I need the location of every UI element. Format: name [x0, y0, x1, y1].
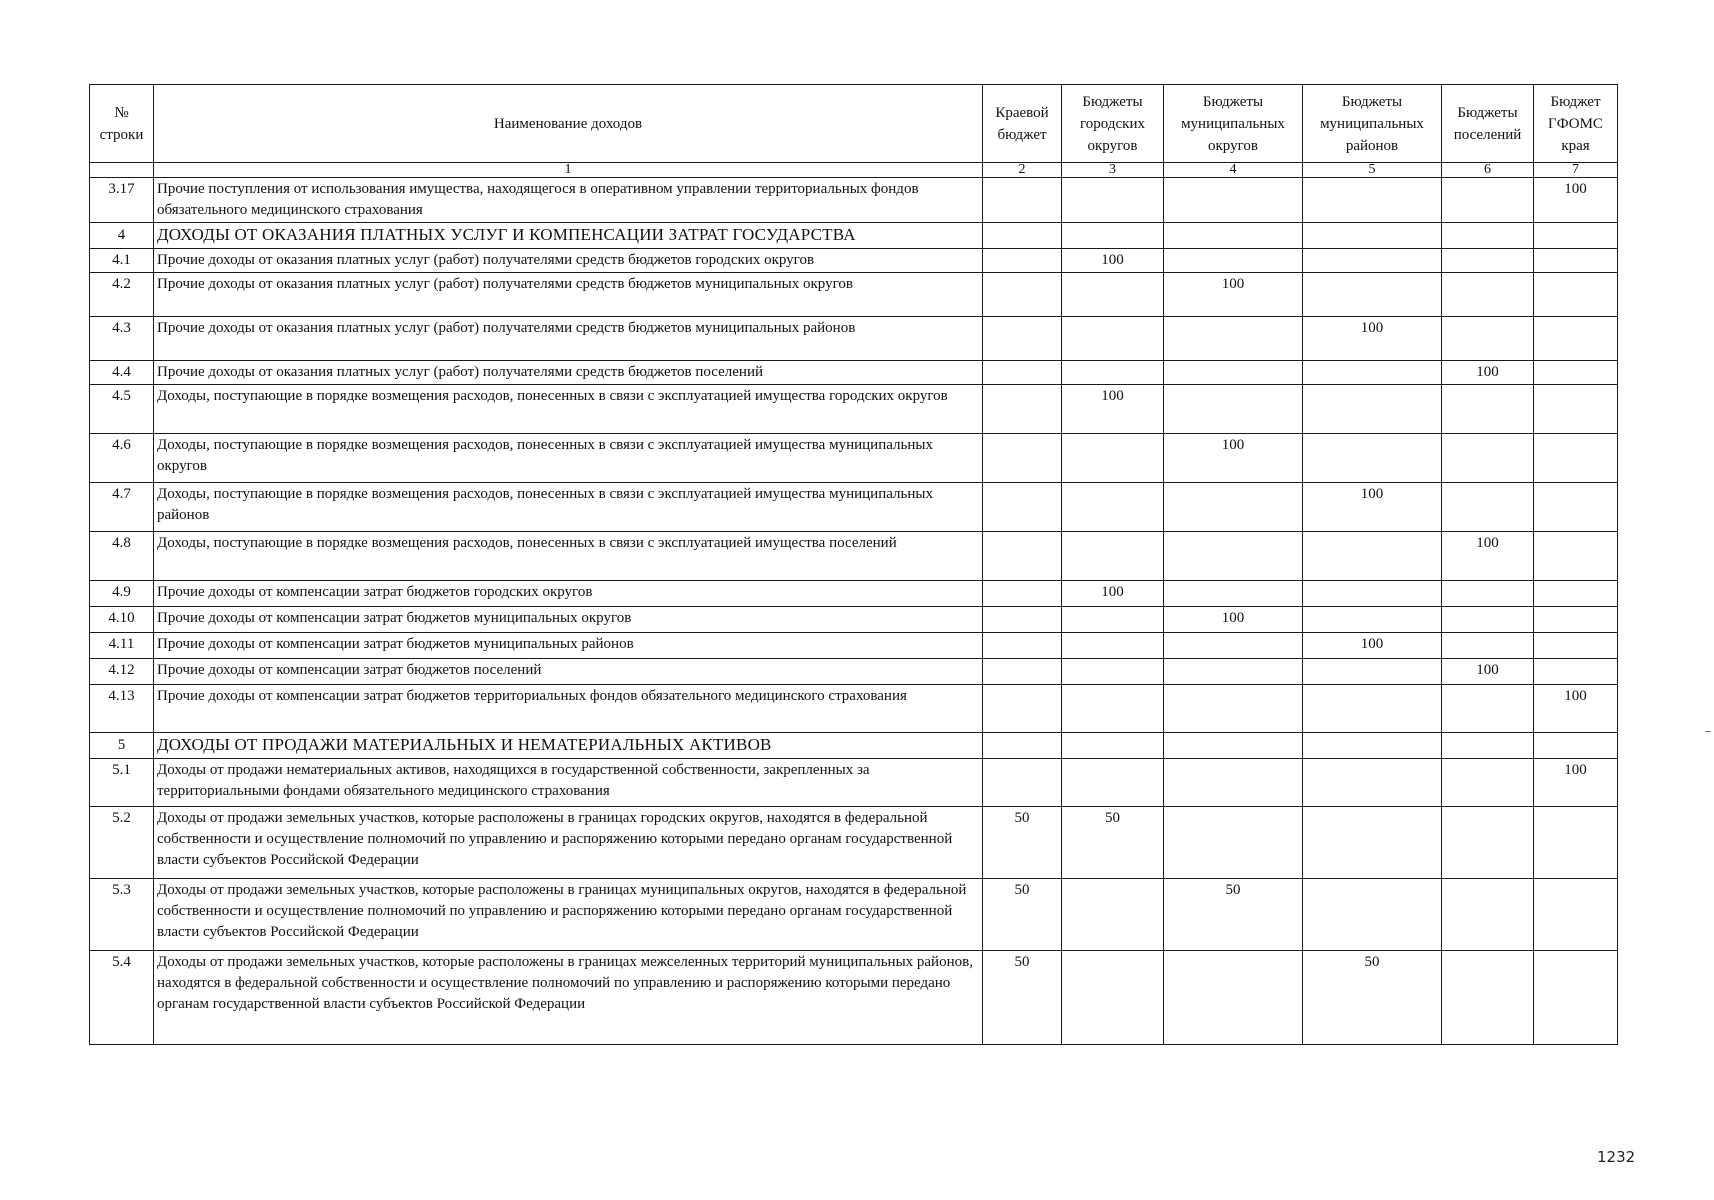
header-income-name: Наименование доходов — [154, 85, 983, 163]
gfoms-value — [1534, 733, 1618, 759]
header-settlements: Бюджеты поселений — [1442, 85, 1534, 163]
gfoms-value: 100 — [1534, 178, 1618, 223]
settlements-value — [1442, 879, 1534, 951]
gfoms-value — [1534, 607, 1618, 633]
settlements-value — [1442, 249, 1534, 273]
gfoms-value — [1534, 223, 1618, 249]
income-name: Доходы, поступающие в порядке возмещения расходов, понесенных в связи с эксплуатацией имущества поселений — [154, 532, 983, 581]
regional-budget-value — [983, 361, 1062, 385]
table-row — [90, 532, 1618, 581]
settlements-value — [1442, 607, 1534, 633]
settlements-value — [1442, 385, 1534, 434]
table-row — [90, 581, 1618, 607]
scan-edge-mark — [1705, 731, 1711, 732]
municipal-okrugs-value: 100 — [1164, 434, 1303, 483]
municipal-raions-value — [1303, 581, 1442, 607]
row-number: 4.2 — [90, 273, 154, 317]
table-row — [90, 633, 1618, 659]
income-name: Прочие поступления от использования имущества, находящегося в оперативном управлении территориальных фондов обязательного медицинского страхования — [154, 178, 983, 223]
city-districts-value — [1062, 607, 1164, 633]
municipal-okrugs-value: 100 — [1164, 607, 1303, 633]
table-row — [90, 434, 1618, 483]
city-districts-value — [1062, 733, 1164, 759]
municipal-okrugs-value — [1164, 385, 1303, 434]
municipal-raions-value: 100 — [1303, 317, 1442, 361]
table-row — [90, 483, 1618, 532]
city-districts-value: 100 — [1062, 581, 1164, 607]
city-districts-value — [1062, 223, 1164, 249]
city-districts-value — [1062, 273, 1164, 317]
municipal-okrugs-value — [1164, 361, 1303, 385]
regional-budget-value: 50 — [983, 879, 1062, 951]
income-name: Прочие доходы от компенсации затрат бюджетов муниципальных районов — [154, 633, 983, 659]
municipal-raions-value: 100 — [1303, 483, 1442, 532]
settlements-value — [1442, 434, 1534, 483]
gfoms-value — [1534, 807, 1618, 879]
gfoms-value — [1534, 361, 1618, 385]
municipal-raions-value — [1303, 434, 1442, 483]
header-row-number: № строки — [90, 85, 154, 163]
gfoms-value — [1534, 317, 1618, 361]
municipal-okrugs-value — [1164, 759, 1303, 807]
table-row — [90, 178, 1618, 223]
gfoms-value — [1534, 385, 1618, 434]
regional-budget-value — [983, 317, 1062, 361]
income-name: Доходы от продажи земельных участков, которые расположены в границах межселенных территорий муниципальных районов, находятся в федеральной собственности и осуществление полномочий по управлению и распоряжению которыми передано органам государственной власти субъектов Российской Федерации — [154, 951, 983, 1045]
settlements-value: 100 — [1442, 532, 1534, 581]
municipal-raions-value — [1303, 659, 1442, 685]
regional-budget-value — [983, 607, 1062, 633]
gfoms-value — [1534, 532, 1618, 581]
regional-budget-value — [983, 273, 1062, 317]
municipal-raions-value — [1303, 273, 1442, 317]
settlements-value — [1442, 483, 1534, 532]
income-name: Доходы, поступающие в порядке возмещения расходов, понесенных в связи с эксплуатацией имущества городских округов — [154, 385, 983, 434]
regional-budget-value — [983, 659, 1062, 685]
row-number: 5.2 — [90, 807, 154, 879]
municipal-raions-value — [1303, 223, 1442, 249]
municipal-raions-value — [1303, 807, 1442, 879]
table-row — [90, 879, 1618, 951]
municipal-raions-value — [1303, 879, 1442, 951]
settlements-value — [1442, 807, 1534, 879]
income-name: Прочие доходы от оказания платных услуг (работ) получателями средств бюджетов муниципальных округов — [154, 273, 983, 317]
settlements-value — [1442, 317, 1534, 361]
table-row — [90, 807, 1618, 879]
city-districts-value — [1062, 434, 1164, 483]
table-row — [90, 249, 1618, 273]
city-districts-value — [1062, 317, 1164, 361]
settlements-value — [1442, 951, 1534, 1045]
municipal-raions-value: 50 — [1303, 951, 1442, 1045]
gfoms-value — [1534, 273, 1618, 317]
row-number: 5.1 — [90, 759, 154, 807]
municipal-okrugs-value — [1164, 249, 1303, 273]
row-number: 5 — [90, 733, 154, 759]
settlements-value — [1442, 223, 1534, 249]
municipal-raions-value: 100 — [1303, 633, 1442, 659]
regional-budget-value: 50 — [983, 807, 1062, 879]
gfoms-value — [1534, 633, 1618, 659]
city-districts-value — [1062, 361, 1164, 385]
column-number: 6 — [1442, 163, 1534, 178]
settlements-value — [1442, 759, 1534, 807]
row-number: 4.12 — [90, 659, 154, 685]
table-row — [90, 733, 1618, 759]
municipal-okrugs-value — [1164, 951, 1303, 1045]
municipal-okrugs-value — [1164, 581, 1303, 607]
column-number: 5 — [1303, 163, 1442, 178]
settlements-value — [1442, 581, 1534, 607]
city-districts-value — [1062, 951, 1164, 1045]
income-name: Прочие доходы от оказания платных услуг (работ) получателями средств бюджетов поселений — [154, 361, 983, 385]
municipal-raions-value — [1303, 759, 1442, 807]
income-name: ДОХОДЫ ОТ ОКАЗАНИЯ ПЛАТНЫХ УСЛУГ И КОМПЕНСАЦИИ ЗАТРАТ ГОСУДАРСТВА — [154, 223, 983, 249]
gfoms-value — [1534, 951, 1618, 1045]
income-name: Доходы от продажи земельных участков, которые расположены в границах городских округов, находятся в федеральной собственности и осуществление полномочий по управлению и распоряжению которыми передано органам государственной власти субъектов Российской Федерации — [154, 807, 983, 879]
municipal-raions-value — [1303, 249, 1442, 273]
gfoms-value — [1534, 581, 1618, 607]
regional-budget-value — [983, 532, 1062, 581]
row-number: 4.9 — [90, 581, 154, 607]
income-name: Доходы от продажи земельных участков, которые расположены в границах муниципальных округов, находятся в федеральной собственности и осуществление полномочий по управлению и распоряжению которыми передано органам государственной власти субъектов Российской Федерации — [154, 879, 983, 951]
gfoms-value: 100 — [1534, 685, 1618, 733]
regional-budget-value — [983, 759, 1062, 807]
table-body — [90, 178, 1618, 1045]
header-municipal-okrugs: Бюджеты муниципальных округов — [1164, 85, 1303, 163]
row-number: 4.11 — [90, 633, 154, 659]
settlements-value — [1442, 273, 1534, 317]
row-number: 3.17 — [90, 178, 154, 223]
city-districts-value: 100 — [1062, 249, 1164, 273]
table-row — [90, 659, 1618, 685]
header-gfoms: Бюджет ГФОМС края — [1534, 85, 1618, 163]
table-row — [90, 223, 1618, 249]
municipal-okrugs-value — [1164, 733, 1303, 759]
settlements-value: 100 — [1442, 659, 1534, 685]
municipal-okrugs-value — [1164, 659, 1303, 685]
municipal-raions-value — [1303, 607, 1442, 633]
municipal-okrugs-value — [1164, 178, 1303, 223]
row-number: 4.13 — [90, 685, 154, 733]
gfoms-value — [1534, 434, 1618, 483]
revenue-distribution-table — [89, 84, 1618, 1045]
settlements-value — [1442, 685, 1534, 733]
column-numbers-row — [90, 163, 1618, 178]
income-name: Доходы, поступающие в порядке возмещения расходов, понесенных в связи с эксплуатацией имущества муниципальных округов — [154, 434, 983, 483]
row-number: 4.10 — [90, 607, 154, 633]
city-districts-value — [1062, 759, 1164, 807]
column-number: 7 — [1534, 163, 1618, 178]
city-districts-value — [1062, 633, 1164, 659]
table-row — [90, 317, 1618, 361]
municipal-raions-value — [1303, 733, 1442, 759]
city-districts-value: 100 — [1062, 385, 1164, 434]
row-number: 4.4 — [90, 361, 154, 385]
regional-budget-value — [983, 249, 1062, 273]
table-row — [90, 685, 1618, 733]
regional-budget-value — [983, 483, 1062, 532]
table-row — [90, 607, 1618, 633]
municipal-raions-value — [1303, 532, 1442, 581]
income-name: Прочие доходы от компенсации затрат бюджетов поселений — [154, 659, 983, 685]
table-row — [90, 361, 1618, 385]
city-districts-value — [1062, 178, 1164, 223]
municipal-okrugs-value — [1164, 685, 1303, 733]
settlements-value — [1442, 178, 1534, 223]
row-number: 4.3 — [90, 317, 154, 361]
row-number: 4.5 — [90, 385, 154, 434]
table-row — [90, 385, 1618, 434]
municipal-okrugs-value — [1164, 633, 1303, 659]
regional-budget-value — [983, 434, 1062, 483]
municipal-okrugs-value — [1164, 317, 1303, 361]
column-number-blank — [90, 163, 154, 178]
income-name: Прочие доходы от компенсации затрат бюджетов территориальных фондов обязательного медицинского страхования — [154, 685, 983, 733]
regional-budget-value — [983, 633, 1062, 659]
city-districts-value — [1062, 685, 1164, 733]
settlements-value — [1442, 733, 1534, 759]
gfoms-value — [1534, 879, 1618, 951]
city-districts-value — [1062, 532, 1164, 581]
header-municipal-raions: Бюджеты муниципальных районов — [1303, 85, 1442, 163]
regional-budget-value — [983, 581, 1062, 607]
municipal-okrugs-value — [1164, 223, 1303, 249]
gfoms-value — [1534, 249, 1618, 273]
regional-budget-value — [983, 685, 1062, 733]
income-name: ДОХОДЫ ОТ ПРОДАЖИ МАТЕРИАЛЬНЫХ И НЕМАТЕРИАЛЬНЫХ АКТИВОВ — [154, 733, 983, 759]
table-row — [90, 273, 1618, 317]
regional-budget-value — [983, 223, 1062, 249]
regional-budget-value: 50 — [983, 951, 1062, 1045]
income-name: Прочие доходы от компенсации затрат бюджетов городских округов — [154, 581, 983, 607]
municipal-okrugs-value: 50 — [1164, 879, 1303, 951]
income-name: Доходы, поступающие в порядке возмещения расходов, понесенных в связи с эксплуатацией имущества муниципальных районов — [154, 483, 983, 532]
row-number: 4.6 — [90, 434, 154, 483]
row-number: 5.4 — [90, 951, 154, 1045]
municipal-okrugs-value: 100 — [1164, 273, 1303, 317]
gfoms-value: 100 — [1534, 759, 1618, 807]
city-districts-value: 50 — [1062, 807, 1164, 879]
header-regional-budget: Краевой бюджет — [983, 85, 1062, 163]
column-number: 1 — [154, 163, 983, 178]
municipal-raions-value — [1303, 385, 1442, 434]
gfoms-value — [1534, 483, 1618, 532]
column-number: 3 — [1062, 163, 1164, 178]
regional-budget-value — [983, 178, 1062, 223]
column-number: 4 — [1164, 163, 1303, 178]
income-name: Доходы от продажи нематериальных активов, находящихся в государственной собственности, закрепленных за территориальными фондами обязательного медицинского страхования — [154, 759, 983, 807]
city-districts-value — [1062, 659, 1164, 685]
header-row — [90, 85, 1618, 163]
regional-budget-value — [983, 733, 1062, 759]
municipal-okrugs-value — [1164, 483, 1303, 532]
row-number: 4.8 — [90, 532, 154, 581]
row-number: 5.3 — [90, 879, 154, 951]
header-city-districts: Бюджеты городских округов — [1062, 85, 1164, 163]
row-number: 4 — [90, 223, 154, 249]
income-name: Прочие доходы от компенсации затрат бюджетов муниципальных округов — [154, 607, 983, 633]
gfoms-value — [1534, 659, 1618, 685]
municipal-raions-value — [1303, 361, 1442, 385]
municipal-okrugs-value — [1164, 807, 1303, 879]
regional-budget-value — [983, 385, 1062, 434]
municipal-raions-value — [1303, 685, 1442, 733]
page-number: 1232 — [1597, 1148, 1636, 1166]
row-number: 4.1 — [90, 249, 154, 273]
table-row — [90, 951, 1618, 1045]
settlements-value — [1442, 633, 1534, 659]
settlements-value: 100 — [1442, 361, 1534, 385]
municipal-okrugs-value — [1164, 532, 1303, 581]
row-number: 4.7 — [90, 483, 154, 532]
income-name: Прочие доходы от оказания платных услуг (работ) получателями средств бюджетов муниципальных районов — [154, 317, 983, 361]
city-districts-value — [1062, 879, 1164, 951]
table-row — [90, 759, 1618, 807]
city-districts-value — [1062, 483, 1164, 532]
column-number: 2 — [983, 163, 1062, 178]
municipal-raions-value — [1303, 178, 1442, 223]
income-name: Прочие доходы от оказания платных услуг (работ) получателями средств бюджетов городских округов — [154, 249, 983, 273]
